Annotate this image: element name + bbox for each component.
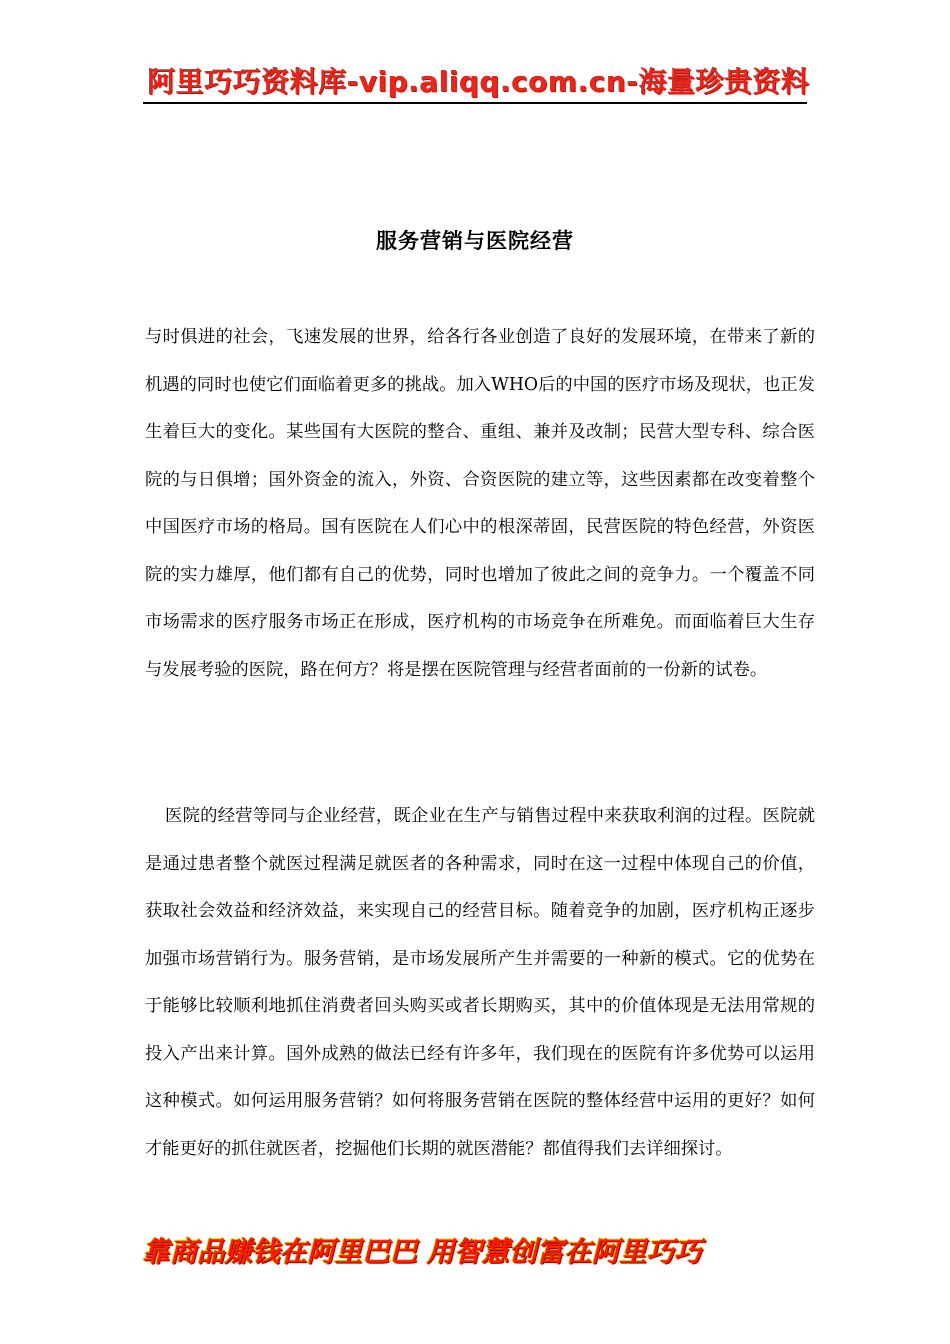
- header-banner: [143, 58, 810, 104]
- paragraph-2: 医院的经营等同与企业经营，既企业在生产与销售过程中来获取利润的过程。医院就是通过患者整个就医过程满足就医者的各种需求，同时在这一过程中体现自己的价值，获取社会效益和经济效益，来实现自己的经营目标。随着竞争的加剧，医疗机构正逐步加强市场营销行为。服务营销，是市场发展所产生并需要的一种新的模式。它的优势在于能够比较顺利地抓住消费者回头购买或者长期购买，其中的价值体现是无法用常规的投入产出来计算。国外成熟的做法已经有许多年，我们现在的医院有许多优势可以运用这种模式。如何运用服务营销？如何将服务营销在医院的整体经营中运用的更好？如何才能更好的抓住就医者，挖掘他们长期的就医潜能？都值得我们去详细探讨。: [145, 806, 815, 1159]
- footer-banner: [142, 1229, 812, 1273]
- header-banner-text: 阿里巧巧资料库-vip.aliqq.com.cn-海量珍贵资料: [147, 65, 810, 98]
- footer-banner-text: 靠商品赚钱在阿里巴巴 用智慧创富在阿里巧巧: [142, 1236, 702, 1268]
- paragraph-1: 与时俱进的社会，飞速发展的世界，给各行各业创造了良好的发展环境，在带来了新的机遇的同时也使它们面临着更多的挑战。加入WHO后的中国的医疗市场及现状，也正发生着巨大的变化。某些国有大医院的整合、重组、兼并及改制；民营大型专科、综合医院的与日俱增；国外资金的流入，外资、合资医院的建立等，这些因素都在改变着整个中国医疗市场的格局。国有医院在人们心中的根深蒂固，民营医院的特色经营，外资医院的实力雄厚，他们都有自己的优势，同时也增加了彼此之间的竞争力。一个覆盖不同市场需求的医疗服务市场正在形成，医疗机构的市场竞争在所难免。而面临着巨大生存与发展考验的医院，路在何方？将是摆在医院管理与经营者面前的一份新的试卷。: [145, 327, 815, 680]
- document-title: 服务营销与医院经营: [376, 228, 574, 253]
